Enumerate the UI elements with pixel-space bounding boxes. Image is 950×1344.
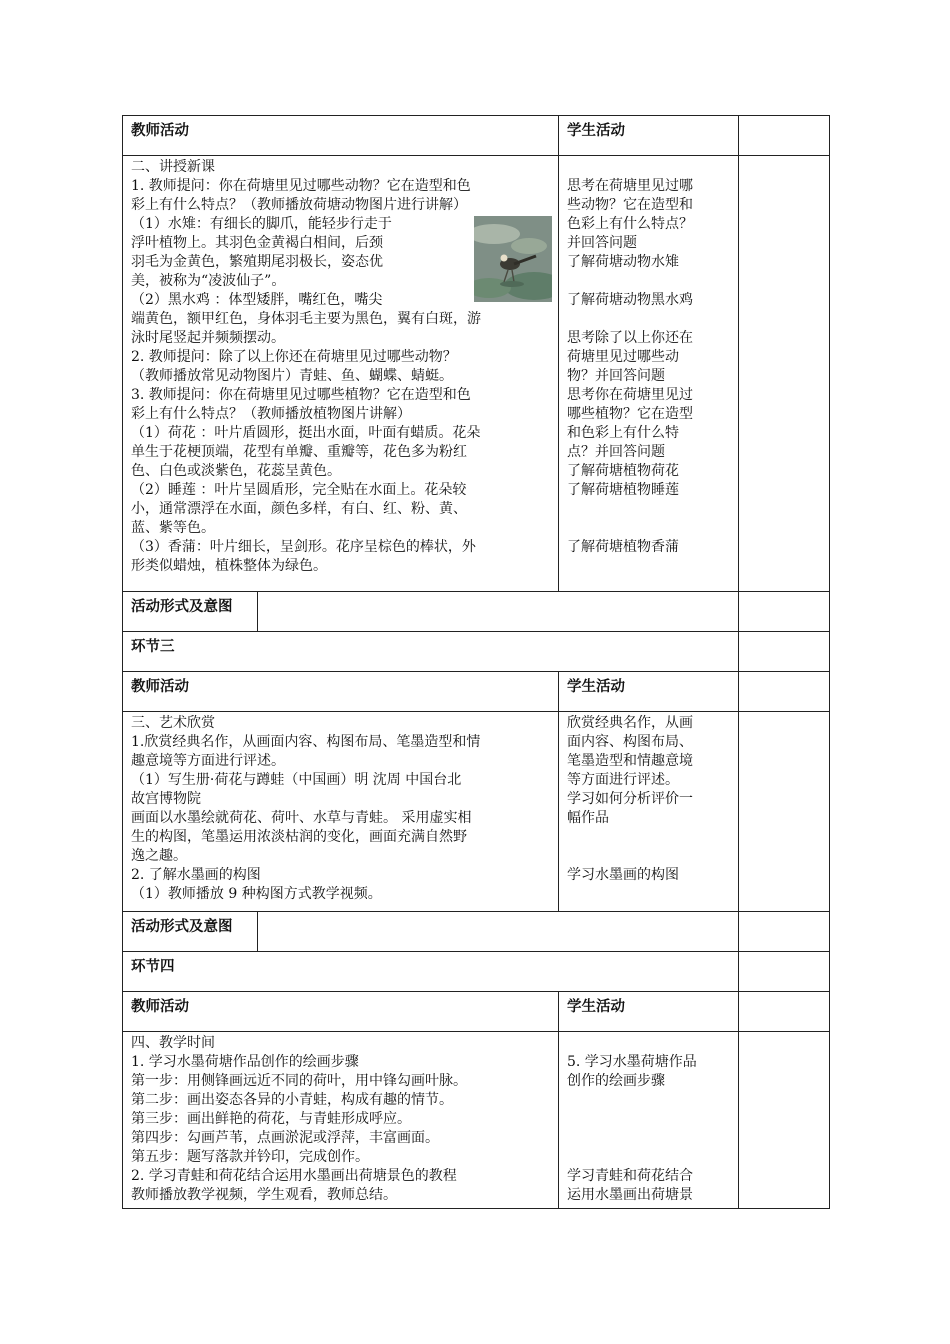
text-line: （1）写生册·荷花与蹲蛙（中国画）明 沈周 中国台北: [131, 772, 462, 788]
empty-cell: [739, 592, 830, 632]
text-line: （1）教师播放 9 种构图方式教学视频。: [131, 886, 382, 902]
activity-form-row: [123, 592, 830, 632]
text-line: 浮叶植物上。其羽色金黄褐白相间，后颈: [131, 235, 383, 251]
text-line: 四、教学时间: [131, 1035, 215, 1051]
text-line: 教师播放教学视频，学生观看，教师总结。: [131, 1187, 397, 1203]
empty-cell: [739, 992, 830, 1032]
text-line: 面内容、构图布局、: [567, 734, 693, 750]
text-line: 点？并回答问题: [567, 444, 665, 460]
text-line: 小，通常漂浮在水面，颜色多样，有白、红、粉、黄、: [131, 501, 467, 517]
empty-cell: [739, 712, 830, 912]
text-line: 学习青蛙和荷花结合: [567, 1168, 693, 1184]
lesson-plan-table: [122, 115, 830, 1209]
text-line: 色、白色或淡紫色，花蕊呈黄色。: [131, 463, 341, 479]
text-line: 三、艺术欣赏: [131, 715, 215, 731]
empty-cell: [739, 1032, 830, 1209]
text-line: 彩上有什么特点？（教师播放荷塘动物图片进行讲解）: [131, 197, 467, 213]
text-line: 和色彩上有什么特: [567, 425, 679, 441]
text-line: 并回答问题: [567, 235, 637, 251]
text-line: 蓝、紫等色。: [131, 520, 215, 536]
text-line: 形类似蜡烛，植株整体为绿色。: [131, 558, 327, 574]
text-line: 彩上有什么特点？（教师播放植物图片讲解）: [131, 406, 411, 422]
text-line: 思考除了以上你还在: [567, 330, 693, 346]
text-line: 第二步：画出姿态各异的小青蛙，构成有趣的情节。: [131, 1092, 453, 1108]
text-line: 物？并回答问题: [567, 368, 665, 384]
empty-cell: [739, 672, 830, 712]
teacher-activity-cell: [123, 1032, 559, 1209]
stage-title: 环节四: [123, 952, 739, 992]
student-activity-cell: [559, 156, 739, 592]
stage-row: [123, 952, 830, 992]
jacana-bird-photo: [474, 216, 552, 302]
header-row: [123, 116, 830, 156]
text-line: 2. 教师提问：除了以上你还在荷塘里见过哪些动物？: [131, 349, 457, 365]
teacher-activity-cell: [123, 156, 559, 592]
text-line: 学习水墨画的构图: [567, 867, 679, 883]
empty-cell: [258, 592, 739, 632]
student-activity-header: 学生活动: [559, 992, 739, 1032]
text-line: 色彩上有什么特点？: [567, 216, 693, 232]
text-line: 2. 学习青蛙和荷花结合运用水墨画出荷塘景色的教程: [131, 1168, 457, 1184]
text-line: 故宫博物院: [131, 791, 201, 807]
teacher-activity-header: 教师活动: [123, 672, 559, 712]
section-row: [123, 712, 830, 912]
header-row: [123, 672, 830, 712]
text-line: 了解荷塘植物香蒲: [567, 539, 679, 555]
activity-form-label: 活动形式及意图: [123, 912, 258, 952]
activity-form-row: [123, 912, 830, 952]
text-line: 第四步：勾画芦苇，点画淤泥或浮萍，丰富画面。: [131, 1130, 439, 1146]
text-line: 1.欣赏经典名作，从画面内容、构图布局、笔墨造型和情: [131, 734, 481, 750]
text-line: 生的构图，笔墨运用浓淡枯润的变化，画面充满自然野: [131, 829, 467, 845]
text-line: 思考你在荷塘里见过: [567, 387, 693, 403]
empty-cell: [739, 156, 830, 592]
section-row: [123, 156, 830, 592]
text-line: 端黄色，额甲红色，身体羽毛主要为黑色，翼有白斑，游: [131, 311, 481, 327]
text-line: （2）黑水鸡 ：体型矮胖，嘴红色，嘴尖: [131, 292, 383, 308]
empty-cell: [258, 912, 739, 952]
text-line: （1）水雉：有细长的脚爪，能轻步行走于: [131, 216, 392, 232]
student-activity-header: 学生活动: [559, 116, 739, 156]
text-line: 思考在荷塘里见过哪: [567, 178, 693, 194]
text-line: 笔墨造型和情趣意境: [567, 753, 693, 769]
empty-cell: [739, 116, 830, 156]
text-line: 泳时尾竖起并频频摆动。: [131, 330, 285, 346]
text-line: 画面以水墨绘就荷花、荷叶、水草与青蛙。 采用虚实相: [131, 810, 472, 826]
text-line: 3. 教师提问：你在荷塘里见过哪些植物？它在造型和色: [131, 387, 471, 403]
text-line: 逸之趣。: [131, 848, 187, 864]
text-line: 欣赏经典名作，从画: [567, 715, 693, 731]
text-line: 哪些植物？它在造型: [567, 406, 693, 422]
empty-cell: [739, 632, 830, 672]
text-line: （教师播放常见动物图片）青蛙、鱼、蝴蝶、蜻蜓。: [131, 368, 453, 384]
text-line: （2）睡莲 ：叶片呈圆盾形，完全贴在水面上。花朵较: [131, 482, 467, 498]
teacher-activity-header: 教师活动: [123, 992, 559, 1032]
text-line: 运用水墨画出荷塘景: [567, 1187, 693, 1203]
text-line: 了解荷塘动物黑水鸡: [567, 292, 693, 308]
text-line: 羽毛为金黄色，繁殖期尾羽极长，姿态优: [131, 254, 383, 270]
text-line: 了解荷塘植物睡莲: [567, 482, 679, 498]
section-row: [123, 1032, 830, 1209]
student-activity-header: 学生活动: [559, 672, 739, 712]
text-line: 趣意境等方面进行评述。: [131, 753, 285, 769]
text-line: 第一步：用侧锋画远近不同的荷叶，用中锋勾画叶脉。: [131, 1073, 467, 1089]
stage-row: [123, 632, 830, 672]
text-line: 创作的绘画步骤: [567, 1073, 665, 1089]
text-line: 些动物？它在造型和: [567, 197, 693, 213]
stage-title: 环节三: [123, 632, 739, 672]
text-line: 1. 学习水墨荷塘作品创作的绘画步骤: [131, 1054, 359, 1070]
text-line: 单生于花梗顶端，花型有单瓣、重瓣等，花色多为粉红: [131, 444, 467, 460]
empty-cell: [739, 912, 830, 952]
text-line: 2. 了解水墨画的构图: [131, 867, 261, 883]
teacher-activity-header: 教师活动: [123, 116, 559, 156]
text-line: 了解荷塘动物水雉: [567, 254, 679, 270]
text-line: 荷塘里见过哪些动: [567, 349, 679, 365]
text-line: 美，被称为“凌波仙子”。: [131, 273, 286, 289]
text-line: 了解荷塘植物荷花: [567, 463, 679, 479]
empty-cell: [739, 952, 830, 992]
student-activity-cell: [559, 1032, 739, 1209]
text-line: （1）荷花 ：叶片盾圆形，挺出水面，叶面有蜡质。花朵: [131, 425, 481, 441]
text-line: 等方面进行评述。: [567, 772, 679, 788]
text-line: 幅作品: [567, 810, 609, 826]
text-line: 二、讲授新课: [131, 159, 215, 175]
teacher-activity-cell: [123, 712, 559, 912]
activity-form-label: 活动形式及意图: [123, 592, 258, 632]
text-line: 5. 学习水墨荷塘作品: [567, 1054, 697, 1070]
text-line: 学习如何分析评价一: [567, 791, 693, 807]
text-line: 1. 教师提问：你在荷塘里见过哪些动物？它在造型和色: [131, 178, 471, 194]
header-row: [123, 992, 830, 1032]
student-activity-cell: [559, 712, 739, 912]
text-line: 第三步：画出鲜艳的荷花，与青蛙形成呼应。: [131, 1111, 411, 1127]
text-line: （3）香蒲：叶片细长，呈剑形。花序呈棕色的棒状，外: [131, 539, 476, 555]
text-line: 第五步：题写落款并钤印，完成创作。: [131, 1149, 369, 1165]
